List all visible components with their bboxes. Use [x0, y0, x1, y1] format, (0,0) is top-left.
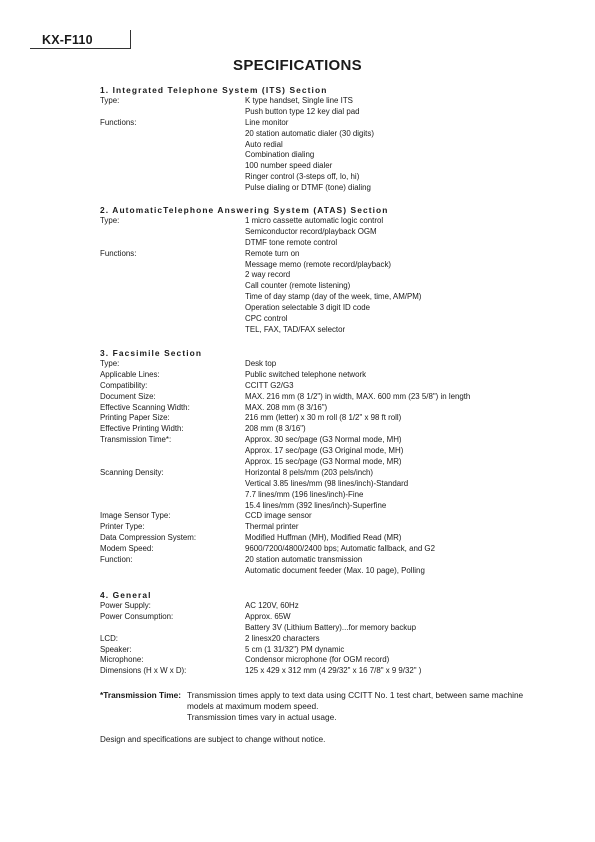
note-line: Transmission times apply to text data using CCITT No. 1 test chart, between same machine	[187, 690, 524, 700]
spec-value: Line monitor	[245, 117, 289, 127]
spec-value: 208 mm (8 3/16")	[245, 424, 306, 434]
note-label: *Transmission Time:	[100, 690, 181, 700]
spec-row	[100, 292, 570, 303]
spec-label: Effective Printing Width:	[100, 424, 184, 434]
spec-row	[100, 381, 570, 392]
spec-label	[100, 183, 245, 194]
spec-label	[100, 161, 245, 172]
spec-label	[100, 325, 245, 336]
spec-label: Dimensions (H x W x D):	[100, 666, 187, 676]
spec-row	[100, 413, 570, 424]
spec-value: Horizontal 8 pels/mm (203 pels/inch)	[245, 467, 374, 477]
spec-label: Microphone:	[100, 655, 144, 665]
spec-value: Thermal printer	[245, 522, 299, 532]
spec-row	[100, 249, 570, 260]
spec-value: Public switched telephone network	[245, 369, 367, 379]
spec-value: Message memo (remote record/playback)	[245, 259, 392, 269]
spec-value: 20 station automatic dialer (30 digits)	[245, 128, 374, 138]
note-row	[100, 712, 570, 723]
spec-row	[100, 645, 570, 656]
spec-value: 125 x 429 x 312 mm (4 29/32" x 16 7/8" x 9 9/32" )	[245, 666, 422, 676]
spec-label: Function:	[100, 555, 133, 565]
spec-row	[100, 303, 570, 314]
spec-row	[100, 270, 570, 281]
model-number: KX-F110	[42, 33, 93, 47]
spec-row	[100, 172, 570, 183]
spec-label	[100, 490, 245, 501]
spec-row	[100, 140, 570, 151]
spec-value: 15.4 lines/mm (392 lines/inch)-Superfine	[245, 500, 387, 510]
spec-row	[100, 281, 570, 292]
spec-label	[100, 140, 245, 151]
spec-value: CCITT G2/G3	[245, 380, 294, 390]
spec-row	[100, 129, 570, 140]
section-atas	[100, 204, 570, 336]
spec-label: Transmission Time*:	[100, 435, 172, 445]
spec-value: 9600/7200/4800/2400 bps; Automatic fallback, and G2	[245, 544, 435, 554]
spec-row	[100, 359, 570, 370]
spec-value: Desk top	[245, 359, 277, 368]
spec-label	[100, 270, 245, 281]
spec-row	[100, 96, 570, 107]
section-facsimile	[100, 347, 570, 577]
spec-value: MAX. 216 mm (8 1/2") in width, MAX. 600 mm (23 5/8") in length	[245, 391, 471, 401]
spec-label: Applicable Lines:	[100, 369, 160, 379]
spec-row	[100, 490, 570, 501]
spec-label	[100, 227, 245, 238]
spec-label	[100, 238, 245, 249]
spec-value: Auto redial	[245, 139, 283, 149]
note-line: Transmission times vary in actual usage.	[187, 712, 337, 723]
spec-row	[100, 544, 570, 555]
spec-label: Printer Type:	[100, 522, 145, 532]
spec-label	[100, 457, 245, 468]
spec-value: MAX. 208 mm (8 3/16")	[245, 402, 328, 412]
spec-label: Type:	[100, 359, 120, 368]
spec-label: Image Sensor Type:	[100, 511, 171, 521]
spec-row	[100, 118, 570, 129]
section-heading: 1. Integrated Telephone System (ITS) Section	[100, 85, 328, 95]
note-line: models at maximum modem speed.	[187, 701, 319, 712]
spec-row	[100, 183, 570, 194]
spec-value: DTMF tone remote control	[245, 237, 338, 247]
spec-row	[100, 468, 570, 479]
spec-value: AC 120V, 60Hz	[245, 601, 299, 610]
spec-label	[100, 107, 245, 118]
spec-value: 7.7 lines/mm (196 lines/inch)-Fine	[245, 489, 364, 499]
spec-label: Type:	[100, 96, 120, 105]
spec-row	[100, 666, 570, 677]
spec-row	[100, 227, 570, 238]
spec-value: K type handset, Single line ITS	[245, 96, 353, 105]
transmission-note	[100, 690, 570, 724]
spec-value: Approx. 17 sec/page (G3 Original mode, MH)	[245, 446, 404, 456]
spec-row	[100, 457, 570, 468]
spec-row	[100, 522, 570, 533]
spec-value: 2 linesx20 characters	[245, 633, 320, 643]
spec-value: 2 way record	[245, 270, 291, 280]
spec-label	[100, 623, 245, 634]
spec-label: Effective Scanning Width:	[100, 402, 190, 412]
spec-label	[100, 129, 245, 140]
note-row	[100, 701, 570, 712]
spec-row	[100, 533, 570, 544]
spec-value: Pulse dialing or DTMF (tone) dialing	[245, 183, 371, 193]
spec-row	[100, 435, 570, 446]
spec-row	[100, 601, 570, 612]
spec-label	[100, 479, 245, 490]
spec-value: Operation selectable 3 digit ID code	[245, 303, 371, 313]
spec-label: Modem Speed:	[100, 544, 154, 554]
spec-value: Combination dialing	[245, 150, 315, 160]
spec-row	[100, 161, 570, 172]
spec-value: Battery 3V (Lithium Battery)...for memory backup	[245, 622, 417, 632]
spec-label: Power Supply:	[100, 601, 151, 610]
spec-value: Push button type 12 key dial pad	[245, 106, 360, 116]
spec-row	[100, 260, 570, 271]
spec-value: Approx. 15 sec/page (G3 Normal mode, MR)	[245, 457, 402, 467]
spec-label: Printing Paper Size:	[100, 413, 170, 423]
spec-row	[100, 424, 570, 435]
model-label-box	[30, 30, 130, 48]
spec-value: Remote turn on	[245, 248, 300, 258]
spec-row	[100, 325, 570, 336]
spec-value: 20 station automatic transmission	[245, 555, 363, 565]
spec-label	[100, 566, 245, 577]
spec-label: Document Size:	[100, 391, 156, 401]
spec-row	[100, 392, 570, 403]
spec-row	[100, 370, 570, 381]
spec-row	[100, 511, 570, 522]
spec-value: Modified Huffman (MH), Modified Read (MR)	[245, 533, 402, 543]
spec-row	[100, 150, 570, 161]
spec-value: Ringer control (3-steps off, lo, hi)	[245, 172, 360, 182]
spec-value: Semiconductor record/playback OGM	[245, 226, 377, 236]
footer-disclaimer: Design and specifications are subject to change without notice.	[100, 735, 326, 744]
spec-row	[100, 566, 570, 577]
spec-value: Condensor microphone (for OGM record)	[245, 655, 390, 665]
spec-value: Approx. 65W	[245, 611, 291, 621]
section-heading: 4. General	[100, 590, 152, 600]
spec-row	[100, 501, 570, 512]
spec-label	[100, 281, 245, 292]
model-box-underline	[30, 48, 131, 49]
spec-row	[100, 446, 570, 457]
section-heading: 2. AutomaticTelephone Answering System (ATAS) Section	[100, 205, 389, 215]
spec-row	[100, 479, 570, 490]
spec-value: CCD image sensor	[245, 511, 312, 521]
spec-label: Functions:	[100, 117, 137, 127]
spec-value: TEL, FAX, TAD/FAX selector	[245, 324, 346, 334]
spec-row	[100, 314, 570, 325]
spec-label: Speaker:	[100, 644, 132, 654]
spec-value: Vertical 3.85 lines/mm (98 lines/inch)-Standard	[245, 478, 409, 488]
spec-label	[100, 150, 245, 161]
spec-value: CPC control	[245, 314, 288, 324]
spec-label: Functions:	[100, 248, 137, 258]
spec-label: Power Consumption:	[100, 611, 174, 621]
model-box-divider	[130, 30, 131, 48]
spec-label	[100, 446, 245, 457]
section-its	[100, 84, 570, 194]
spec-label: Type:	[100, 216, 120, 225]
spec-value: Approx. 30 sec/page (G3 Normal mode, MH)	[245, 435, 402, 445]
page-title: SPECIFICATIONS	[233, 57, 362, 74]
spec-value: Time of day stamp (day of the week, time, AM/PM)	[245, 292, 422, 302]
spec-value: Call counter (remote listening)	[245, 281, 351, 291]
spec-label	[100, 501, 245, 512]
spec-value: 216 mm (letter) x 30 m roll (8 1/2" x 98 ft roll)	[245, 413, 402, 423]
section-general	[100, 589, 570, 677]
spec-row	[100, 238, 570, 249]
spec-value: Automatic document feeder (Max. 10 page), Polling	[245, 565, 425, 575]
spec-label: Compatibility:	[100, 380, 148, 390]
spec-row	[100, 107, 570, 118]
spec-row	[100, 612, 570, 623]
section-heading: 3. Facsimile Section	[100, 348, 203, 358]
spec-value: 100 number speed dialer	[245, 161, 333, 171]
spec-label: Data Compression System:	[100, 533, 197, 543]
spec-row	[100, 634, 570, 645]
spec-label	[100, 303, 245, 314]
spec-row	[100, 623, 570, 634]
spec-row	[100, 403, 570, 414]
note-row	[100, 690, 570, 701]
spec-label	[100, 314, 245, 325]
spec-row	[100, 216, 570, 227]
spec-label: Scanning Density:	[100, 467, 164, 477]
spec-row	[100, 655, 570, 666]
spec-row	[100, 555, 570, 566]
spec-label	[100, 260, 245, 271]
spec-label	[100, 292, 245, 303]
spec-label: LCD:	[100, 633, 118, 643]
spec-value: 5 cm (1 31/32") PM dynamic	[245, 644, 345, 654]
spec-value: 1 micro cassette automatic logic control	[245, 216, 384, 225]
spec-label	[100, 172, 245, 183]
